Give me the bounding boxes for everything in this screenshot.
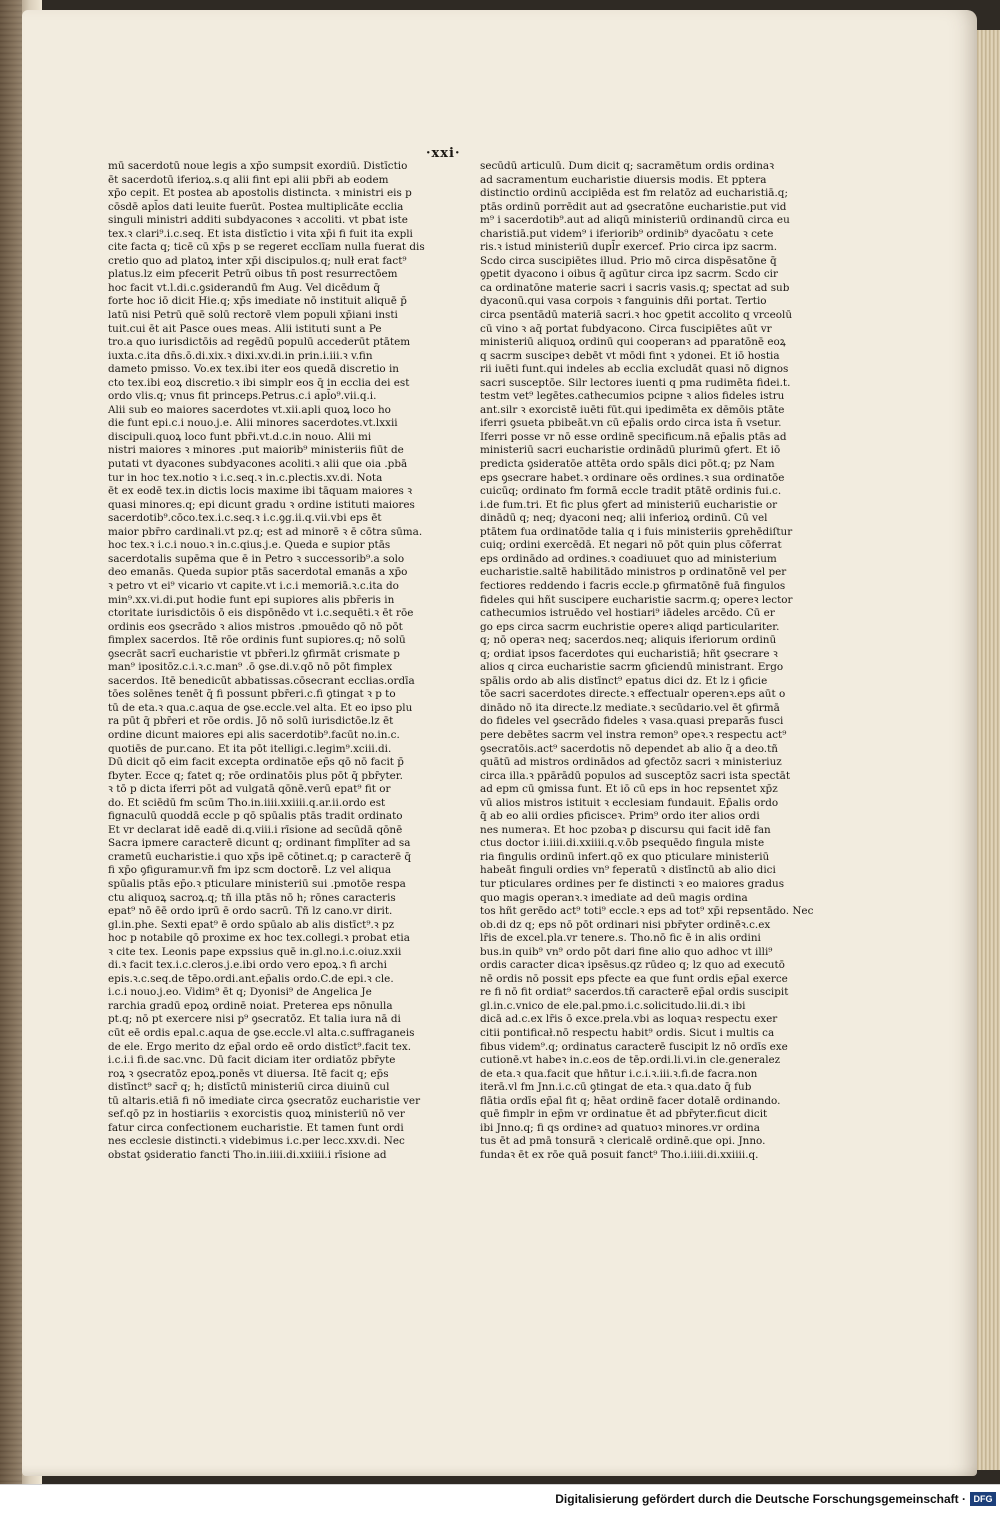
text-line: re fi nō fit ordiat⁹ sacerdos.tñ caracterē ep̄al ordis suscipit bbox=[480, 986, 789, 999]
text-line: tōe sacri sacerdotes directe.ꝛ effectualr operenꝛ.eps aūt o bbox=[480, 688, 786, 701]
text-line: charistiā.put videm⁹ i iferiorib⁹ ordinib⁹ dyacōatu ꝛ cete bbox=[480, 227, 774, 240]
text-line: cto tex.ibi eoꝝ discretio.ꝛ ibi simplr eos q̄ in ecclia dei est bbox=[108, 376, 410, 389]
text-line: ant.silr ꝛ exorcistē iuēti fūt.qui ipedimēta ex dēmōis ptāte bbox=[480, 403, 785, 416]
text-line: quo magis operanꝛ.ꝛ imediate ad deū magis ordina bbox=[480, 891, 748, 904]
text-line: tex.ꝛ clari⁹.i.c.seq. Et ista distīctio i vita xp̄i fi fuit ita expli bbox=[108, 227, 413, 240]
text-line: Alii sub eo maiores sacerdotes vt.xii.apli quoꝝ loco ho bbox=[108, 403, 391, 416]
left-text-column bbox=[108, 160, 425, 1162]
text-line: ctoritate iurisdictōis ō eis dispōnēdo vt i.c.sequēti.ꝛ ēt rōe bbox=[108, 607, 414, 620]
text-line: distīnct⁹ sacr̄ q; h; distīctū ministeriū circa diuinū cul bbox=[108, 1081, 390, 1094]
text-line: Et vr declarat idē eadē di.q.viii.i rīsione ad secūdā qōnē bbox=[108, 823, 403, 836]
text-line: q; ordiat ipsos facerdotes qui eucharistiā; hñt ꝯsecrare ꝛ bbox=[480, 647, 778, 660]
text-line: maior pbr̄ro cardinali.vt pz.q; est ad minorē ꝛ ē cōtra sūma. bbox=[108, 525, 423, 538]
text-line: cathecumios istruēdo vel hostiari⁹ iādeles arcēdo. Cū er bbox=[480, 607, 775, 620]
text-line: hoc tex.ꝛ i.c.i nouo.ꝛ in.c.qius.j.e. Queda e supior ptās bbox=[108, 539, 391, 552]
text-line: ministeriū aliquoꝝ ordinū qui cooperanꝛ ad pparatōnē eoꝝ bbox=[480, 336, 786, 349]
text-line: q; nō operaꝛ neq; sacerdos.neq; aliquis iferiorum ordinū bbox=[480, 634, 777, 647]
text-line: epis.ꝛ.c.seq.de tēpo.ordi.ant.ep̄alis ordo.C.de epi.ꝛ cle. bbox=[108, 972, 394, 985]
text-line: eucharistie.saltē habilitādo ministros p ordinatōnē vel per bbox=[480, 566, 787, 579]
text-line: Dū dicit qō eim facit excepta ordinatōe ep̄s qō nō facit p̄ bbox=[108, 756, 404, 769]
text-line: iferri ꝯsueta pbibeāt.vn cū ep̄alis ordo circa ista n̄ vsetur. bbox=[480, 417, 782, 430]
text-line: cuiq; ordini exercēdā. Et negari nō pōt quin plus cōferrat bbox=[480, 539, 782, 552]
text-line: deo emanās. Queda supior ptās sacerdotal emanās a xp̄o bbox=[108, 566, 408, 579]
text-line: secūdū articulū. Dum dicit q; sacramētum ordis ordinaꝛ bbox=[480, 160, 775, 172]
text-line: ris.ꝛ istud ministeriū dupl̄r exercef. Prio circa ipz sacrm. bbox=[480, 241, 778, 254]
text-line: fignaculū quoddā eccle p qō spūalis ptās tradit ordinato bbox=[108, 810, 403, 823]
text-line: Iferri posse vr nō esse ordinē specificum.nā ep̄alis ptās ad bbox=[480, 430, 787, 443]
text-line: ꝯsecrāt sacrī eucharistie vt pbr̄eri.lz ꝯfirmāt crismate p bbox=[108, 647, 400, 660]
text-line: ptātem fua ordinatōde talia q i fuis ministeriis ꝯprehēdiſtur bbox=[480, 525, 793, 538]
text-line: lr̄is de excel.pla.vr tenere.s. Tho.nō fic ē in alis ordini bbox=[480, 932, 761, 945]
text-line: Sacra ipmere caracterē dicunt q; ordinant fimplīter ad sa bbox=[108, 837, 411, 850]
text-line: discipuli.quoꝝ loco funt pbr̄i.vt.d.c.in nouo. Alii mi bbox=[108, 430, 372, 443]
text-line: sacerdos. Itē benedicūt abbatissas.cōsecrant ecclias.ordīa bbox=[108, 674, 415, 687]
text-line: i.c.i nouo.j.eo. Vidim⁹ ēt q; Dyonisi⁹ de Angelica Je bbox=[108, 986, 372, 999]
text-line: ra pūt q̄ pbr̄eri et rōe ordis. Jō nō solū iurisdictōe.lz ēt bbox=[108, 715, 394, 728]
text-line: ministeriū sacri eucharistie ordinādū plurimū ꝯfert. Et iō bbox=[480, 444, 781, 457]
text-line: flātia ordīs ep̄al fit q; hēat ordinē facer dotalē ordinando. bbox=[480, 1094, 781, 1107]
text-line: ꝛ cite tex. Leonis pape expssius quē in.gl.no.i.c.oiuz.xxii bbox=[108, 945, 402, 958]
text-line: tū altaris.etiā fi nō imediate circa ꝯsecratōz eucharistie ver bbox=[108, 1094, 421, 1107]
text-line: sacerdotib⁹.cōco.tex.i.c.seq.ꝛ i.c.ꝯg.ii.q.vii.vbi eps ēt bbox=[108, 512, 382, 525]
text-line: dinādo nō ita directe.lz mediate.ꝛ secūdario.vel ēt ꝯfirmā bbox=[480, 701, 780, 714]
text-line: iterā.vl fm Jnn.i.c.cū ꝯtingat de eta.ꝛ qua.dato q̄ fub bbox=[480, 1081, 752, 1094]
text-line: go eps circa sacrm euchristie opereꝛ aliqd particulariter. bbox=[480, 620, 780, 633]
text-line: ptās ordinū porrēdit aut ad ꝯsecratōne eucharistie.put vid bbox=[480, 200, 787, 213]
text-line: ad sacramentum eucharistie diuersis modis. Et pptera bbox=[480, 173, 767, 186]
text-line: dinādū q; neq; dyaconi neq; alii inferioꝝ ordinū. Cū vel bbox=[480, 512, 768, 525]
text-line: putati vt dyacones subdyacones acoliti.ꝛ alii que oia .pbā bbox=[108, 458, 408, 471]
right-text-column bbox=[480, 160, 814, 1162]
funding-credit: Digitalisierung gefördert durch die Deutsche Forschungsgemeinschaft · bbox=[555, 1492, 966, 1506]
text-line: gl.in.phe. Sexti epat⁹ ē ordo spūalo ab alis distīct⁹.ꝛ pz bbox=[108, 918, 395, 931]
text-line: quē fimplr in ep̄m vr ordinatue ēt ad pbr̄yter.ficut dicit bbox=[480, 1108, 768, 1121]
text-line: tus ēt ad pmā tonsurā ꝛ clericalē ordinē.que opi. Jnno. bbox=[480, 1135, 766, 1148]
text-line: tū de eta.ꝛ qua.c.aqua de ꝯse.eccle.vel alta. Et eo ipso plu bbox=[108, 701, 413, 714]
text-line: q̄ ab eo alii ordies pficisceꝛ. Prim⁹ ordo iter alios ordi bbox=[480, 810, 760, 823]
text-line: ordine dicunt maiores epi alis sacerdotib⁹.facūt no.in.c. bbox=[108, 728, 400, 741]
text-line: predicta ꝯsideratōe attēta ordo spāls dici pōt.q; pz Nam bbox=[480, 458, 775, 471]
text-line: cūt eē ordis epal.c.aqua de ꝯse.eccle.vl alta.c.suffraganeis bbox=[108, 1027, 415, 1039]
text-line: cōsdē apl̄os dati leuite fuerūt. Postea multiplicāte ecclia bbox=[108, 200, 404, 213]
text-line: ca ordinatōne materie sacri i sacris vasis.q; spectat ad sub bbox=[480, 281, 790, 294]
text-line: circa psentādū materiā sacri.ꝛ hoc ꝯpetit accolito q vrceolū bbox=[480, 309, 793, 322]
text-line: tōes solēnes tenēt q̄ fi possunt pbr̄eri.c.fi ꝯtingat ꝛ p to bbox=[108, 688, 396, 701]
text-line: m⁹ i sacerdotib⁹.aut ad aliqū ministeriū ordinandū circa eu bbox=[480, 214, 790, 227]
text-line: roꝝ ꝛ ꝯsecratōz epoꝝ.ponēs vt diuersa. Itē facit q; ep̄s bbox=[108, 1067, 389, 1080]
text-line: iuxta.c.ita dn̄s.ō.di.xix.ꝛ dixi.xv.di.in prin.i.iii.ꝛ v.fin bbox=[108, 349, 373, 362]
text-line: ēt ex eodē tex.in dictis locis maxime ibi tāquam maiores ꝛ bbox=[108, 485, 413, 498]
text-line: cutionē.vt habeꝛ in.c.eos de tēp.ordi.li.vi.in cle.generalez bbox=[480, 1054, 781, 1067]
text-line: sacerdotalis supēma que ē in Petro ꝛ successorib⁹.a solo bbox=[108, 552, 405, 565]
text-line: i.c.i.i fi.de sac.vnc. Dū facit diciam iter ordiatōz pbr̄yte bbox=[108, 1054, 396, 1067]
text-line: q sacrm suscipeꝛ debēt vt mōdi fint ꝛ ydonei. Et iō hostia bbox=[480, 349, 780, 362]
text-line: distinctio ordinū accipiēda est fm relatōz ad eucharistiā.q; bbox=[480, 187, 788, 200]
text-line: ordinis eos ꝯsecrādo ꝛ alios mistros .pmouēdo qō nō pōt bbox=[108, 620, 403, 633]
text-line: crametū eucharistie.i quo xp̄s ipē cōtinet.q; p caracterē q̄ bbox=[108, 850, 412, 863]
text-line: fibus videm⁹.q; ordinatus caracterē fuscipit lz nō ordīs exe bbox=[480, 1040, 788, 1053]
text-line: cretio quo ad platoꝝ inter xp̄i discipulos.q; nulł erat fact⁹ bbox=[108, 254, 407, 267]
text-line: dicā ad.c.ex lr̄is ō exce.prela.vbi as loquaꝛ respectu exer bbox=[480, 1013, 778, 1026]
text-line: de eta.ꝛ qua.facit que hñtur i.c.i.ꝛ.iii.ꝛ.fi.de facra.non bbox=[480, 1067, 758, 1080]
text-line: xp̄o cepit. Et postea ab apostolis distincta. ꝛ ministri eis p bbox=[108, 187, 412, 200]
footer-bar bbox=[0, 1484, 1000, 1515]
text-line: cū vino ꝛ aq̄ portat fubdyacono. Circa fuscipiētes aūt vr bbox=[480, 322, 772, 335]
text-line: min⁹.xx.vi.di.put hodie funt epi supiores alis pbr̄eris in bbox=[108, 593, 395, 606]
text-line: cuicūq; ordinato fm formā eccle tradit ptātē ordinis fui.c. bbox=[480, 485, 782, 498]
text-line: die funt epi.c.i nouo.j.e. Alii minores sacerdotes.vt.lxxii bbox=[108, 417, 398, 430]
left-page-edges bbox=[0, 0, 22, 1484]
text-line: cite facta q; ticē cū xp̄s p se regeret ecclīam nulla fuerat dis bbox=[108, 241, 425, 254]
text-line: tuit.cui ēt ait Pasce oues meas. Alii istituti sunt a Pe bbox=[108, 322, 382, 335]
text-line: fideles qui hñt suscipere eucharistie sacrm.q; opereꝛ lector bbox=[480, 593, 793, 606]
text-line: pt.q; nō pt exercere nisi p⁹ ꝯsecratōz. Et talia iura nā di bbox=[108, 1013, 401, 1026]
text-line: sef.qō pz in hostiariis ꝛ exorcistis quoꝝ ministeriū nō ver bbox=[108, 1108, 405, 1121]
text-line: rarchia gradū epoꝝ ordinē noiat. Preterea eps nōnulla bbox=[108, 999, 393, 1012]
text-line: latū nisi Petrū quē solū rectorē vlem populi xp̄iani insti bbox=[108, 309, 398, 322]
text-line: eps ordinādo ad ordines.ꝛ coadiuuet quo ad ministerium bbox=[480, 552, 777, 565]
text-line: ria fingulis ordinū infert.qō ex quo pticulare ministeriū bbox=[480, 850, 770, 863]
text-line: do fideles vel ꝯsecrādo fideles ꝛ vasa.quasi preparās fusci bbox=[480, 715, 784, 728]
text-line: forte hoc iō dicit Hie.q; xp̄s imediate nō instituit aliquē p̄ bbox=[108, 295, 407, 308]
text-line: fectiores reddendo i facris eccle.p ꝯfirmatōnē fuā fingulos bbox=[480, 579, 786, 592]
text-line: pere debētes sacrm vel instra remon⁹ opeꝛ.ꝛ respectu act⁹ bbox=[480, 728, 787, 741]
text-line: fimplex sacerdos. Itē rōe ordinis funt supiores.q; nō solū bbox=[108, 634, 406, 647]
text-line: alios q circa eucharistie sacrm ꝯficiendū ministrant. Ergo bbox=[480, 661, 784, 674]
text-line: ꝛ tō p dicta iferri pōt ad vulgatā qōnē.verū epat⁹ fit or bbox=[108, 783, 391, 796]
text-line: ad epm cū ꝯmissa funt. Et iō cū eps in hoc repsentet xp̄z bbox=[480, 783, 778, 796]
text-line: Scdo circa suscipiētes illud. Prio mō circa dispēsatōne q̄ bbox=[480, 254, 777, 267]
text-line: tur in hoc tex.notio ꝛ i.c.seq.ꝛ in.c.plectis.xv.di. Nota bbox=[108, 471, 383, 484]
text-line: obstat ꝯsideratio fancti Tho.in.iiii.di.xxiiii.i rīsione ad bbox=[108, 1148, 387, 1161]
text-line: ibi Jnno.q; fi qs ordineꝛ ad quatuoꝛ minores.vr ordina bbox=[480, 1121, 760, 1134]
text-line: tro.a quo iurisdictōis ad regēdū populū accederūt ptātem bbox=[108, 336, 411, 349]
text-line: nes ecclesie distincti.ꝛ videbimus i.c.per lecc.xxv.di. Nec bbox=[108, 1135, 405, 1148]
text-line: gl.in.c.vnico de ele.pal.pmo.i.c.solicitudo.lii.di.ꝛ ibi bbox=[480, 999, 746, 1012]
text-line: ꝯpetit dyacono i oibus q̄ agūtur circa ipz sacrm. Scdo cir bbox=[480, 268, 778, 281]
text-line: quātū ad mistros ordinādos ad ꝯfectōz sacri ꝛ ministeriuz bbox=[480, 756, 782, 769]
text-line: nē ordis nō possit eps pfecte ea que funt ordis ep̄al exerce bbox=[480, 972, 788, 985]
text-line: circa illa.ꝛ ppārādū populos ad susceptōz sacri ista spectāt bbox=[480, 769, 790, 782]
text-line: ꝛ petro vt ei⁹ vicario vt capite.vt i.c.i memoriā.ꝛ.c.ita do bbox=[108, 579, 399, 592]
text-line: singuli ministri additi subdyacones ꝛ accoliti. vt pbat iste bbox=[108, 214, 408, 227]
text-line: fatur circa confectionem eucharistie. Et tamen funt ordi bbox=[108, 1121, 404, 1134]
text-line: ctu aliquoꝝ sacroꝝ.q; tñ illa ptās nō h; rōnes caracteris bbox=[108, 891, 396, 904]
text-line: rii iuēti funt.qui indeles ab ecclia excludāt quasi nō dignos bbox=[480, 363, 789, 376]
dfg-logo-icon: DFG bbox=[970, 1492, 996, 1506]
text-line: i.de fum.tri. Et fic plus ꝯfert ad ministeriū eucharistie or bbox=[480, 498, 778, 511]
text-line: spālis ordo ab alis distīnct⁹ epatus dici dz. Et lz i ꝯficie bbox=[480, 674, 768, 687]
text-line: nes numeraꝛ. Et hoc pzobaꝛ ꝑ discursu qui facit idē fan bbox=[480, 823, 771, 836]
text-line: ob.di dz q; eps nō pōt ordinari nisi pbr̄yter ordinēꝛ.c.ex bbox=[480, 918, 771, 931]
text-line: ordis caracter dicaꝛ ipsēsus.qz rūdeo q; lz quo ad executō bbox=[480, 959, 785, 972]
text-line: dyaconū.qui vasa corpois ꝛ fanguinis dñi portat. Tertio bbox=[480, 295, 767, 308]
text-line: spūalis ptās ep̄o.ꝛ pticulare ministeriū sui .pmotōe respa bbox=[108, 877, 406, 890]
text-line: ēt sacerdotū iferioꝝ.s.q alii fint epi alii pbr̄i ab eodem bbox=[108, 173, 389, 186]
text-line: habeāt finguli ordies vn⁹ feperatū ꝛ distīnctū ab alio dici bbox=[480, 864, 776, 877]
text-line: epat⁹ nō ēē ordo iprū ē ordo sacrū. Tñ lz cano.vr dirit. bbox=[108, 905, 393, 918]
text-line: hoc facit vt.l.di.c.ꝯsiderandū fm Aug. Vel dicēdum q̄ bbox=[108, 281, 381, 294]
folio-number: ·xxi· bbox=[426, 146, 461, 161]
text-line: tur pticulares ordines per fe distincti ꝛ eo maiores gradus bbox=[480, 877, 785, 890]
text-line: citii pontificał.nō respectu habit⁹ ordis. Sicut i multis ca bbox=[480, 1027, 775, 1039]
text-line: ꝯsecratōis.act⁹ sacerdotis nō dependet ab alio q̄ a deo.tñ bbox=[480, 742, 778, 755]
text-line: fi xp̄o ꝯfiguramur.vñ fm ipz scm doctorē. Lz vel aliqua bbox=[108, 864, 392, 877]
text-line: platus.lz eim pfecerit Petrū oibus tn̄ post resurrectōem bbox=[108, 268, 398, 281]
text-line: vū alios mistros istituit ꝛ ecclesiam fundauit. Ep̄alis ordo bbox=[480, 796, 779, 809]
text-line: nistri maiores ꝛ minores .put maiorib⁹ ministeriis fiūt de bbox=[108, 444, 404, 457]
text-line: hoc p notabile qō proxime ex hoc tex.collegi.ꝛ probat etia bbox=[108, 932, 410, 945]
text-line: sacri susceptōe. Silr lectores iuenti q pma rudimēta fidei.t. bbox=[480, 376, 791, 389]
text-line: bus.in quib⁹ vn⁹ ordo pōt dari fine alio quo adhoc vt illi⁹ bbox=[480, 945, 773, 958]
text-line: tos hñt gerēdo act⁹ toti⁹ eccle.ꝛ eps ad tot⁹ xp̄i repsentādo. Nec bbox=[480, 905, 814, 918]
text-line: fundaꝛ ēt ex rōe quā posuit fanct⁹ Tho.i.iiii.di.xxiiii.q. bbox=[480, 1148, 759, 1161]
text-line: di.ꝛ facit tex.i.c.cleros.j.e.ibi ordo vero epoꝝ.ꝛ fi archi bbox=[108, 959, 387, 972]
text-line: dameto pmisso. Vo.ex tex.ibi iter eos quedā discretio in bbox=[108, 363, 399, 376]
text-line: man⁹ ipositōz.c.i.ꝛ.c.man⁹ .ō ꝯse.di.v.qō nō pōt fimplex bbox=[108, 661, 393, 674]
text-line: do. Et sciēdū fm scūm Tho.in.iiii.xxiiii.q.ar.ii.ordo est bbox=[108, 796, 386, 809]
text-line: mū sacerdotū noue legis a xp̄o sumpsit exordiū. Distīctio bbox=[108, 160, 408, 172]
text-line: fbyter. Ecce q; fatet q; rōe ordinatōis plus pōt q̄ pbr̄yter. bbox=[108, 769, 403, 782]
fore-edge-pages bbox=[974, 30, 1000, 1470]
text-line: testm vet⁹ legētes.cathecumios pcipne ꝛ alios fideles istru bbox=[480, 390, 785, 403]
text-line: de ele. Ergo merito dz ep̄al ordo eē ordo distīct⁹.facit tex. bbox=[108, 1040, 412, 1053]
text-line: quotiēs de pur.cano. Et ita pōt itelligi.c.legim⁹.xciii.di. bbox=[108, 742, 392, 755]
text-line: eps ꝯsecrare habet.ꝛ ordinare oēs ordines.ꝛ sua ordinatōe bbox=[480, 471, 785, 484]
text-line: ordo vlis.q; vnus fit princeps.Petrus.c.i apl̄o⁹.vii.q.i. bbox=[108, 390, 377, 403]
text-line: quasi minores.q; epi dicunt gradu ꝛ ordine istituti maiores bbox=[108, 498, 415, 511]
text-line: ctus doctor i.iiii.di.xxiiii.q.v.ōb psequēdo fingula miste bbox=[480, 837, 765, 850]
